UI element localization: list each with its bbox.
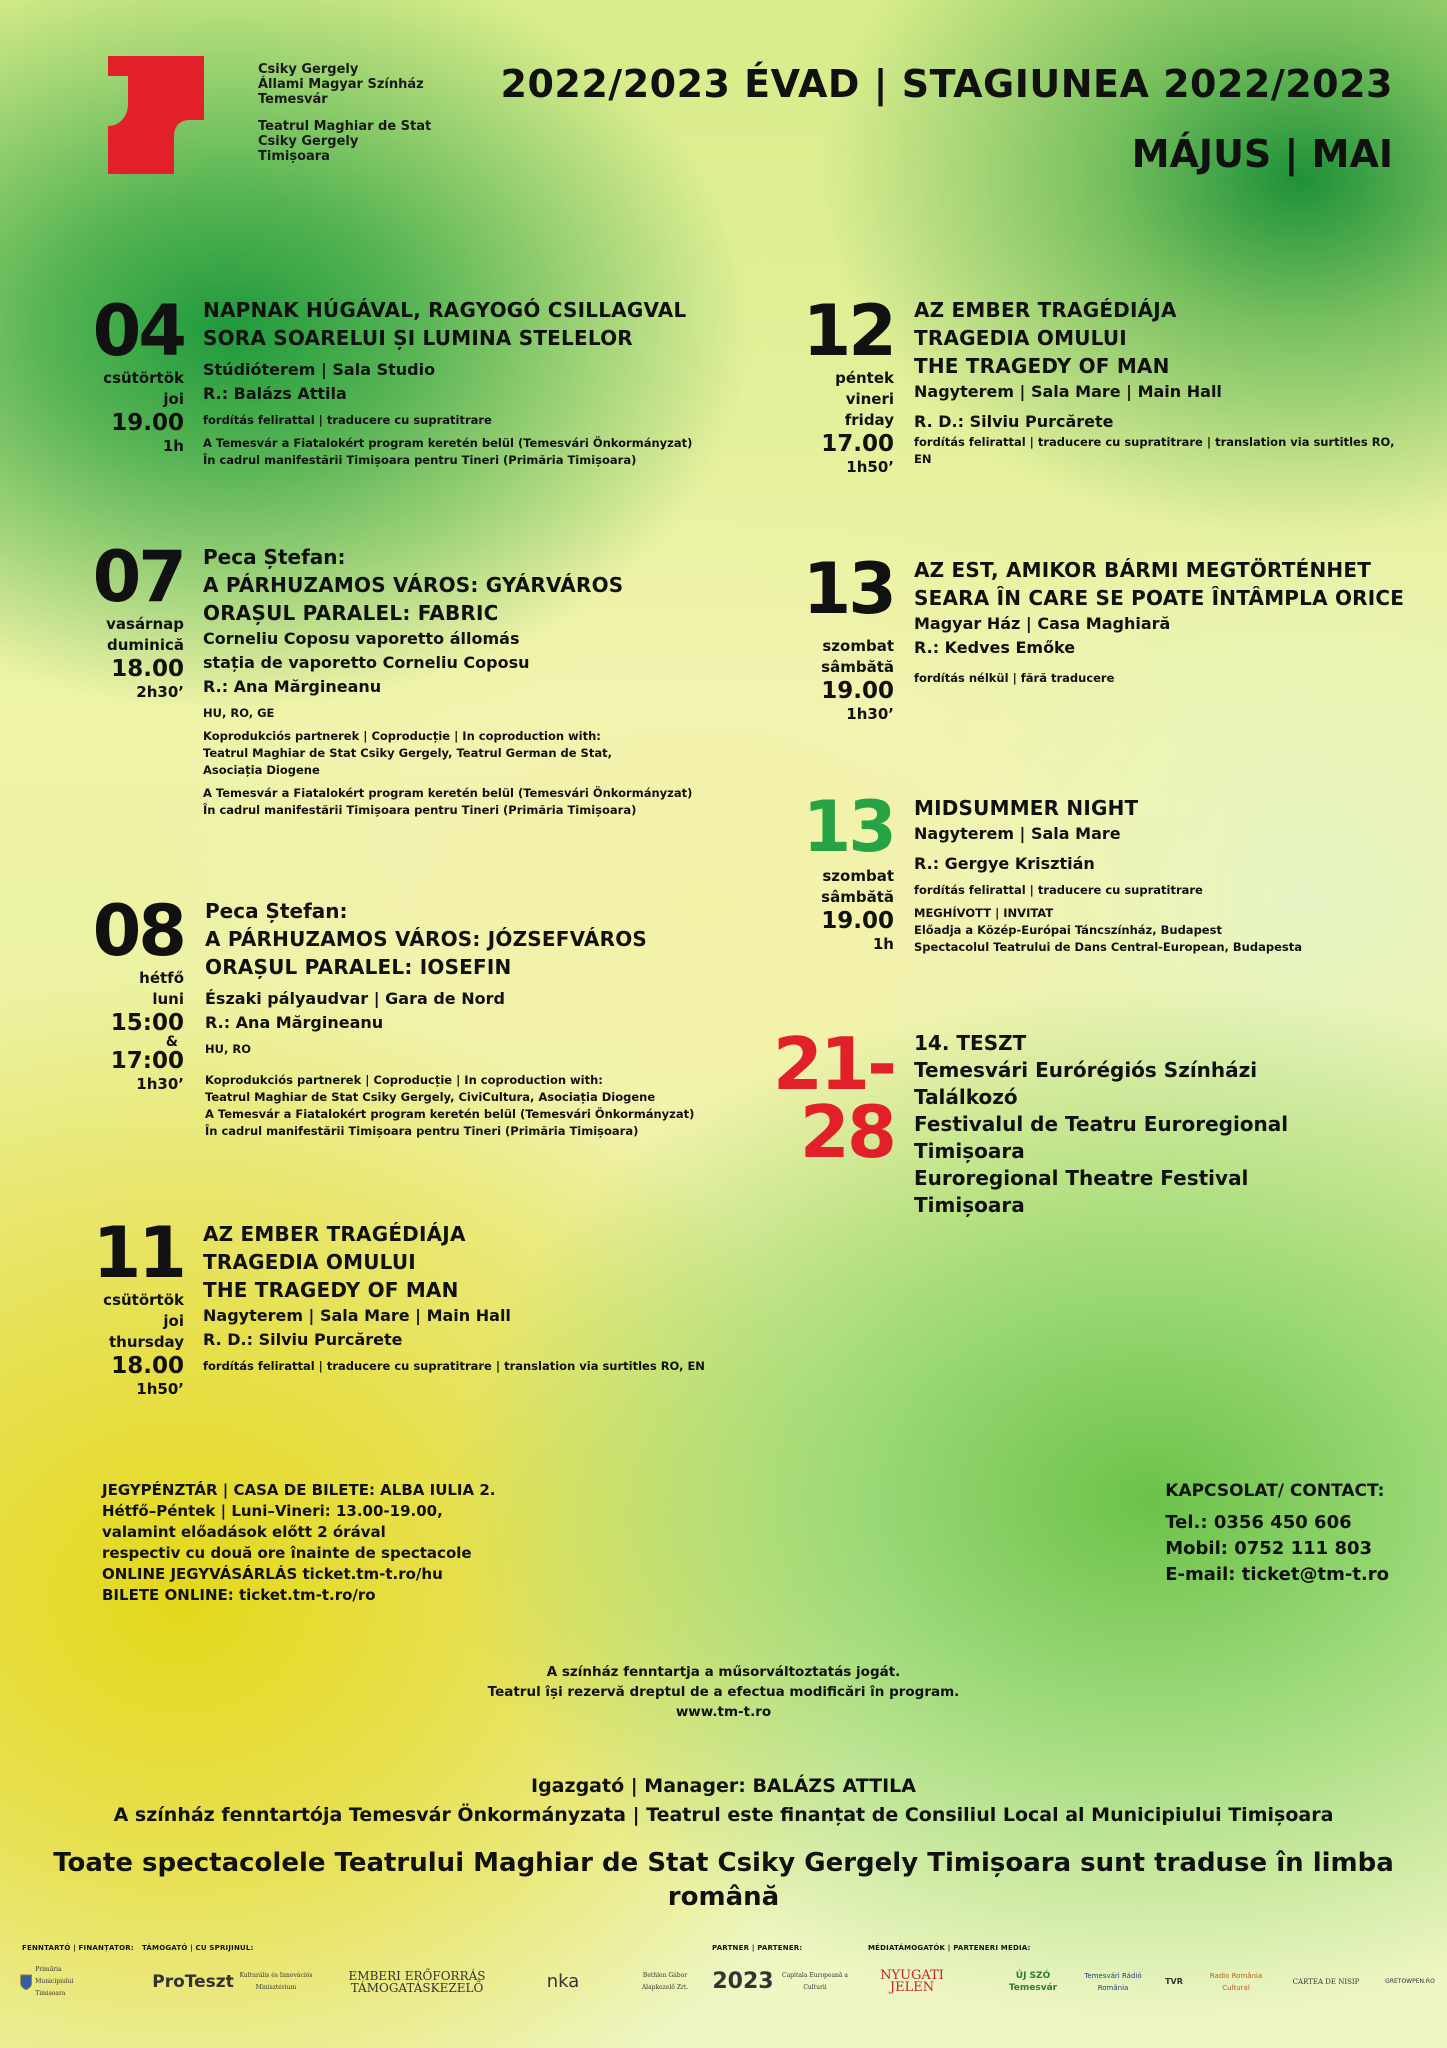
event-date-04 [60,290,184,457]
event-director: R.: Ana Mărgineanu [205,1013,384,1032]
event-coprod: Teatrul Maghiar de Stat Csiky Gergely, Teatrul German de Stat, [203,746,612,760]
event-duration: 1h50’ [136,1380,184,1398]
logo-wordmark [258,62,431,164]
day-name: csütörtök [103,369,184,387]
day-number: 28 [799,1090,894,1174]
season-header [501,62,1393,176]
event-time: 17:00 [110,1048,184,1074]
sponsor-logo-kim: Kulturális és Innovációs Minisztérium [239,1972,313,1991]
event-venue: Magyar Ház | Casa Maghiară [914,614,1171,633]
event-title: THE TRAGEDY OF MAN [203,1278,459,1302]
event-program: În cadrul manifestării Timișoara pentru Tineri (Primăria Timișoara) [205,1124,639,1138]
event-duration: 2h30’ [136,683,184,701]
event-title: SEARA ÎN CARE SE POATE ÎNTÂMPLA ORICE [914,586,1405,610]
credits [0,1772,1447,1830]
day-number: 13 [802,786,894,868]
event-duration: 1h50’ [846,458,894,476]
logo-line: Teatrul Maghiar de Stat [258,119,432,134]
season-title: 2022/2023 ÉVAD | STAGIUNEA 2022/2023 [500,62,1393,106]
festival-line: Találkozó [914,1085,1018,1109]
ticket-line: valamint előadások előtt 2 órával [102,1523,386,1541]
logo-line: Timișoara [258,149,330,164]
day-name: vineri [845,390,894,408]
translation-tagline: Toate spectacolele Teatrului Maghiar de Stat Csiky Gergely Timișoara sunt traduse în limba română [53,1848,1394,1912]
event-program: În cadrul manifestării Timișoara pentru Tineri (Primăria Timișoara) [203,453,637,467]
contact-mobile: Mobil: 0752 111 803 [1165,1538,1373,1559]
theatre-logo [108,56,204,174]
event-duration: 1h30’ [846,705,894,723]
program-notice [0,1662,1447,1722]
event-translation: fordítás felirattal | traducere cu supratitrare | translation via surtitles RO, EN [203,1359,705,1373]
day-number: 04 [92,290,184,372]
event-director: R.: Ana Mărgineanu [203,677,382,696]
ticket-line: ONLINE JEGYVÁSÁRLÁS ticket.tm-t.ro/hu [102,1565,443,1583]
event-title: SORA SOARELUI ȘI LUMINA STELELOR [203,326,633,350]
sponsor-label: TÁMOGATÓ | CU SPRIJINUL: [142,1944,254,1952]
sponsor-logo-ecoc: Capitala Europeană a Culturii [782,1972,848,1991]
festival-line: 14. TESZT [914,1031,1027,1055]
event-info-11 [203,1220,763,1375]
event-title: AZ EMBER TRAGÉDIÁJA [203,1222,466,1246]
event-title: A PÁRHUZAMOS VÁROS: GYÁRVÁROS [203,573,624,597]
event-program: A Temesvár a Fiatalokért program keretén belül (Temesvári Önkormányzat) [203,786,693,800]
event-duration: 1h [872,935,894,953]
day-name: friday [844,411,894,429]
ticket-line: respectiv cu două ore înainte de spectacole [102,1544,472,1562]
festival-line: Temesvári Eurórégiós Színházi [914,1058,1258,1082]
festival-line: Timișoara [914,1193,1025,1217]
event-guest: MEGHÍVOTT | INVITAT [914,906,1054,920]
event-date-08 [60,890,184,1095]
event-info-13b [914,794,1414,956]
sponsor-label: PARTNER | PARTENER: [712,1944,803,1952]
notice-line: Teatrul își rezervă dreptul de a efectua modificări în program. [487,1684,960,1700]
day-number: 12 [802,290,894,372]
event-venue: Északi pályaudvar | Gara de Nord [205,989,505,1008]
logo-line: Temesvár [258,92,328,107]
sponsor-logo-gretowpen: GRETOWPEN.RO [1385,1978,1435,1985]
day-name: joi [163,1312,184,1330]
event-time: 18.00 [111,1353,184,1379]
event-coprod: Koprodukciós partnerek | Coproducție | In coproduction with: [203,729,601,743]
event-duration: 1h30’ [136,1075,184,1093]
event-title: THE TRAGEDY OF MAN [914,354,1170,378]
event-date-12 [770,290,894,478]
day-name: duminică [106,636,184,654]
event-title: MIDSUMMER NIGHT [914,796,1139,820]
event-title: NAPNAK HÚGÁVAL, RAGYOGÓ CSILLAGVAL [203,298,687,322]
festival-line: Euroregional Theatre Festival [914,1166,1249,1190]
event-info-13a [914,556,1414,687]
day-name: csütörtök [103,1291,184,1309]
sponsor-label: FENNTARTÓ | FINANȚATOR: [22,1944,134,1952]
event-director: R. D.: Silviu Purcărete [203,1330,403,1349]
event-translation: fordítás felirattal | traducere cu supratitrare [914,883,1203,897]
event-date-11 [60,1212,184,1400]
manager-line: Igazgató | Manager: BALÁZS ATTILA [531,1775,916,1797]
funding-line: A színház fenntartója Temesvár Önkormányzata | Teatrul este finanțat de Consiliul Local al Municipiului Timișoara [113,1804,1334,1826]
event-info-04 [203,296,763,469]
sponsor-logo-cartea-de-nisip: CARTEA DE NISIP [1292,1978,1360,1986]
event-info-08 [205,898,765,1140]
sponsor-logo-radio-timisoara: Temesvári Rádió România [1084,1972,1142,1992]
event-duration: 1h [162,437,184,455]
event-director: R.: Kedves Emőke [914,638,1076,657]
sponsor-logo-nka: nka [546,1971,580,1992]
event-director: R.: Balázs Attila [203,384,347,403]
event-translation: fordítás felirattal | traducere cu supratitrare | translation via surtitles RO, EN [914,435,1395,466]
logo-line: Állami Magyar Színház [258,77,424,92]
event-time: 19.00 [821,908,894,934]
event-time: 15:00 [110,1010,184,1036]
day-name: péntek [835,369,894,387]
event-languages: HU, RO, GE [203,706,275,720]
event-venue: Nagyterem | Sala Mare [914,824,1121,843]
event-date-13a [770,548,894,725]
event-author: Peca Ștefan: [203,545,346,569]
sponsor-logo-tvr: TVR [1165,1977,1183,1986]
event-info-07 [203,544,763,819]
day-name: thursday [108,1333,184,1351]
event-program: A Temesvár a Fiatalokért program keretén belül (Temesvári Önkormányzat) [203,436,693,450]
day-number: 07 [92,536,184,618]
ticket-line: Hétfő–Péntek | Luni–Vineri: 13.00-19.00, [102,1502,443,1520]
event-coprod: Teatrul Maghiar de Stat Csiky Gergely, CiviCultura, Asociația Diogene [205,1090,656,1104]
day-number: 08 [92,890,184,972]
day-name: sâmbătă [821,888,894,906]
event-director: R.: Gergye Krisztián [914,854,1095,873]
event-time: 17.00 [821,431,894,457]
event-author: Peca Ștefan: [205,899,348,923]
event-venue: Stúdióterem | Sala Studio [203,360,436,379]
sponsor-logo-nyugati-jelen: NYUGATI JELEN [880,1968,944,1995]
event-info-12 [914,296,1414,468]
sponsor-logo-primaria [20,1962,90,2002]
event-title: AZ EST, AMIKOR BÁRMI MEGTÖRTÉNHET [914,558,1372,582]
time-separator: & [165,1034,178,1050]
event-program: A Temesvár a Fiatalokért program keretén belül (Temesvári Önkormányzat) [205,1107,695,1121]
day-number: 21- [772,1022,894,1106]
sponsor-name: Primăria Municipiului Timișoara [35,1966,74,1997]
logo-line: Csiky Gergely [258,62,359,77]
event-venue: Nagyterem | Sala Mare | Main Hall [914,382,1222,401]
event-title: ORAȘUL PARALEL: FABRIC [203,601,499,625]
sponsor-logo-eemi: EMBERI ERŐFORRÁS TÁMOGATÁSKEZELŐ [348,1969,486,1995]
sponsor-label: MÉDIATÁMOGATÓK | PARTENERI MEDIA: [868,1944,1031,1952]
event-date-festival [770,1022,894,1174]
ticket-line: BILETE ONLINE: ticket.tm-t.ro/ro [102,1586,376,1604]
event-venue: Nagyterem | Sala Mare | Main Hall [203,1306,511,1325]
day-name: szombat [822,637,894,655]
contact-phone: Tel.: 0356 450 606 [1165,1512,1352,1533]
event-director: R. D.: Silviu Purcărete [914,412,1114,431]
day-number: 11 [92,1212,184,1294]
contact-email: E-mail: ticket@tm-t.ro [1165,1564,1389,1585]
event-languages: HU, RO [205,1042,251,1056]
day-name: hétfő [139,969,184,987]
event-venue: stația de vaporetto Corneliu Coposu [203,653,530,672]
notice-line: A színház fenntartja a műsorváltoztatás jogát. [546,1664,901,1680]
event-venue: Corneliu Coposu vaporetto állomás [203,629,520,648]
day-name: luni [152,990,184,1008]
event-translation: fordítás felirattal | traducere cu supratitrare [203,413,492,427]
event-guest: Előadja a Közép-Európai Táncszínház, Budapest [914,923,1222,937]
event-coprod: Asociația Diogene [203,763,320,777]
month-title: MÁJUS | MAI [1131,132,1393,176]
event-title: AZ EMBER TRAGÉDIÁJA [914,298,1177,322]
event-time: 19.00 [111,410,184,436]
festival-line: Timișoara [914,1139,1025,1163]
event-title: TRAGEDIA OMULUI [203,1250,416,1274]
day-name: vasárnap [106,615,184,633]
coat-of-arms-icon [20,1967,32,1997]
sponsor-logo-proteszt: ProTeszt [152,1972,234,1992]
event-program: În cadrul manifestării Timișoara pentru Tineri (Primăria Timișoara) [203,803,637,817]
event-date-13b [770,786,894,955]
sponsor-logo-timisoara2023: 2023 [712,1969,774,1994]
sponsor-logo-uj-szo: ÚJ SZÓ Temesvár [1008,1971,1058,1993]
day-name: szombat [822,867,894,885]
event-date-07 [60,536,184,703]
festival-line: Festivalul de Teatru Euroregional [914,1112,1289,1136]
day-name: joi [163,390,184,408]
event-translation: fordítás nélkül | fără traducere [914,671,1115,685]
event-time: 18.00 [111,656,184,682]
event-title: ORAȘUL PARALEL: IOSEFIN [205,955,512,979]
event-coprod: Koprodukciós partnerek | Coproducție | In coproduction with: [205,1073,603,1087]
event-title: TRAGEDIA OMULUI [914,326,1127,350]
event-guest: Spectacolul Teatrului de Dans Central-European, Budapesta [914,940,1302,954]
festival-info [914,1030,1414,1219]
website-link[interactable]: www.tm-t.ro [675,1704,772,1720]
event-title: A PÁRHUZAMOS VÁROS: JÓZSEFVÁROS [205,927,648,951]
ticket-office-info [102,1480,495,1606]
day-number: 13 [802,548,894,630]
contact-heading: KAPCSOLAT/ CONTACT: [1165,1481,1385,1501]
day-name: sâmbătă [821,658,894,676]
contact-info [1165,1478,1389,1588]
sponsor-logo-bga: Bethlen Gábor Alapkezelő Zrt. [641,1972,689,1991]
event-time: 19.00 [821,678,894,704]
ticket-line: JEGYPÉNZTÁR | CASA DE BILETE: ALBA IULIA 2. [102,1481,496,1499]
sponsor-logo-radio-cultural: Radio România Cultural [1209,1972,1263,1992]
logo-line: Csiky Gergely [258,134,359,149]
